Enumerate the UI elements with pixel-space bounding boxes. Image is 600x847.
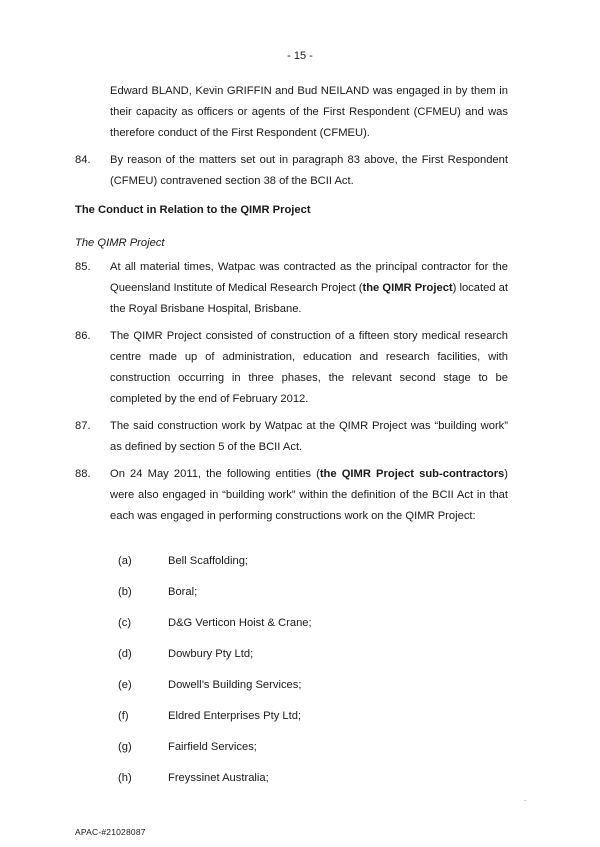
paragraph-text-end: ) were also engaged in “building work” within the definition of the BCII Act in that each was engaged in performing constructions work on the QIMR Project: <box>110 468 509 522</box>
list-item-text: Boral; <box>168 586 198 598</box>
paragraph-text: The said construction work by Watpac at the QIMR Project was “building work” as defined by section 5 of the BCII Act. <box>110 420 508 453</box>
continuation-paragraph: Edward BLAND, Kevin GRIFFIN and Bud NEILAND was engaged in by them in their capacity as officers or agents of the First Respondent (CFMEU) and was therefore conduct of the First Respondent (CFMEU). <box>110 85 508 139</box>
paragraph-number: 88. <box>75 468 91 480</box>
list-item-text: Freyssinet Australia; <box>168 772 269 784</box>
list-item-label: (f) <box>118 710 129 722</box>
paragraph-text <box>110 257 508 320</box>
document-reference: APAC-#21028087 <box>75 827 146 837</box>
list-item-text: D&G Verticon Hoist & Crane; <box>168 617 312 629</box>
defined-term: the QIMR Project sub-contractors <box>319 468 505 480</box>
paragraph-number: 85. <box>75 261 91 273</box>
list-item-label: (h) <box>118 772 132 784</box>
list-item-label: (b) <box>118 586 132 598</box>
list-item-text: Fairfield Services; <box>168 741 257 753</box>
sub-heading: The QIMR Project <box>75 237 165 249</box>
list-item-text: Eldred Enterprises Pty Ltd; <box>168 710 302 722</box>
paragraph-number: 86. <box>75 330 91 342</box>
paragraph-text-start: At all material times, Watpac was contracted as the principal contractor for the Queensland Institute of Medical Research Project ( <box>110 261 508 294</box>
paragraph-text-start: On 24 May 2011, the following entities ( <box>110 468 320 480</box>
list-item-text: Dowell’s Building Services; <box>168 679 302 691</box>
paragraph-text: The QIMR Project consisted of construction of a fifteen story medical research centre made up of administration, education and research facilities, with construction occurring in three phases, the relevant second stage to be completed by the end of February 2012. <box>110 330 508 405</box>
list-item-text: Bell Scaffolding; <box>168 555 249 567</box>
section-heading: The Conduct in Relation to the QIMR Project <box>75 204 311 216</box>
scan-speck <box>524 800 526 801</box>
paragraph-number: 84. <box>75 154 91 166</box>
list-item-text: Dowbury Pty Ltd; <box>168 648 254 660</box>
list-item-label: (d) <box>118 648 132 660</box>
paragraph-text: By reason of the matters set out in paragraph 83 above, the First Respondent (CFMEU) contravened section 38 of the BCII Act. <box>110 154 508 187</box>
paragraph-number: 87. <box>75 420 91 432</box>
defined-term: the QIMR Project <box>362 282 453 294</box>
page-number: - 15 - <box>287 50 313 62</box>
paragraph-text-end: ) located at the Royal Brisbane Hospital, Brisbane. <box>110 282 508 315</box>
list-item-label: (c) <box>118 617 132 629</box>
list-item-label: (e) <box>118 679 132 691</box>
paragraph-text <box>110 464 508 527</box>
list-item-label: (a) <box>118 555 132 567</box>
list-item-label: (g) <box>118 741 132 753</box>
